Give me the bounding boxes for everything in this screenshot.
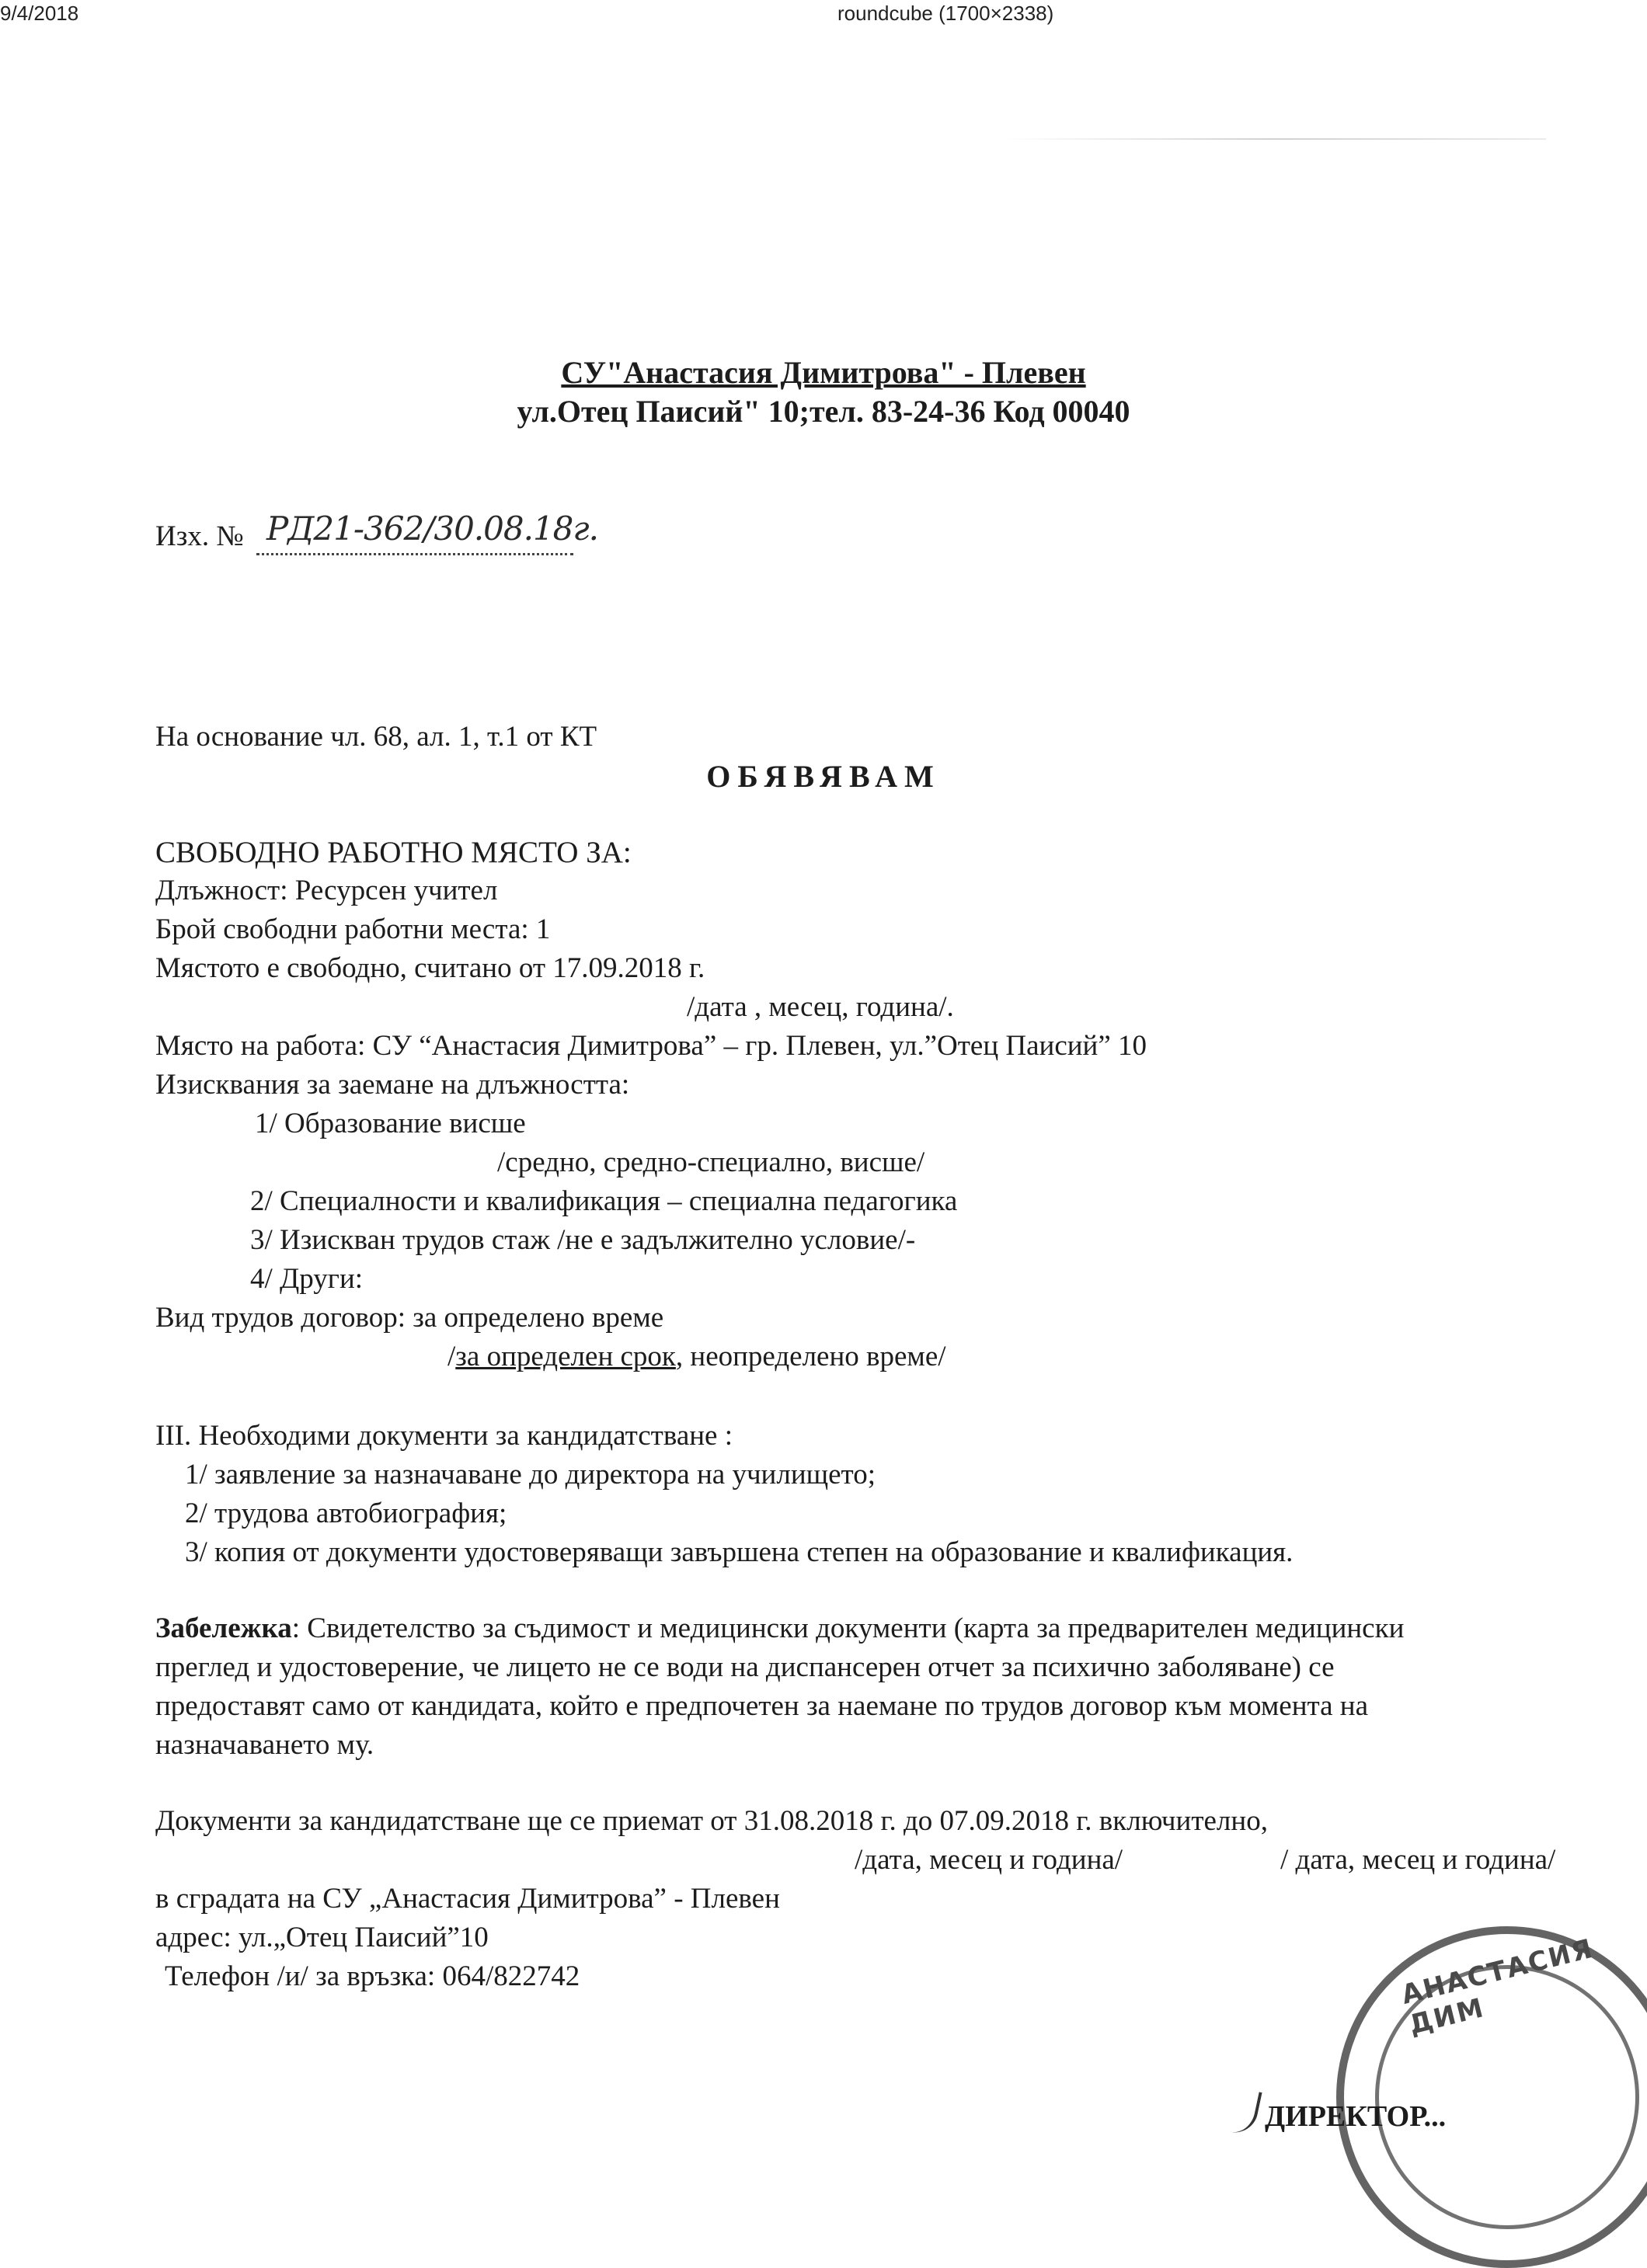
other-requirement: 4/ Други: xyxy=(250,1263,364,1295)
workplace: Място на работа: СУ “Анастасия Димитрова” – гр. Плевен, ул.”Отец Паисий” 10 xyxy=(155,1030,1147,1062)
stamp-text: АНАСТАСИЯ ДИМ xyxy=(1398,1932,1597,2041)
contract-hint-suffix: , неопределено време/ xyxy=(675,1341,946,1372)
reference-label: Изх. № xyxy=(155,520,244,552)
note-line-2: преглед и удостоверение, че лицето не се води на диспансерен отчет за психично заболяване) се xyxy=(155,1651,1335,1683)
note-line-4: назначаването му. xyxy=(155,1729,374,1761)
specialty-requirement: 2/ Специалности и квалификация – специална педагогика xyxy=(250,1185,958,1217)
submission-address: адрес: ул.„Отец Паисий”10 xyxy=(155,1922,489,1953)
print-date: 9/4/2018 xyxy=(0,2,79,25)
contract-hint-underlined: за определен срок xyxy=(455,1341,676,1372)
school-stamp xyxy=(1336,1926,1647,2268)
position-heading: СВОБОДНО РАБОТНО МЯСТО ЗА: xyxy=(155,836,632,869)
experience-requirement: 3/ Изискван трудов стаж /не е задължително условие/- xyxy=(250,1224,916,1256)
contract-hint xyxy=(447,1342,946,1371)
position-count: Брой свободни работни места: 1 xyxy=(155,913,551,945)
requirements-heading: Изисквания за заемане на длъжността: xyxy=(155,1069,630,1101)
contact-phone: Телефон /и/ за връзка: 064/822742 xyxy=(165,1960,580,1992)
reference-dotted-line xyxy=(256,553,573,555)
submission-building: в сградата на СУ „Анастасия Димитрова” - Плевен xyxy=(155,1883,780,1915)
submission-from-hint: /дата, месец и година/ xyxy=(855,1844,1123,1876)
contract-hint-prefix: / xyxy=(447,1341,456,1372)
legal-basis: На основание чл. 68, ал. 1, т.1 от КТ xyxy=(155,721,597,753)
school-name: СУ"Анастасия Димитрова" - Плевен xyxy=(561,355,1086,390)
handwritten-signature-mark xyxy=(1227,2087,1262,2137)
print-title: roundcube (1700×2338) xyxy=(837,2,1054,25)
position-title: Длъжност: Ресурсен учител xyxy=(155,875,498,906)
education-hint: /средно, средно-специално, висше/ xyxy=(497,1146,925,1178)
note-text-1: : Свидетелство за съдимост и медицински документи (карта за предварителен медицински xyxy=(291,1612,1405,1644)
note-line-1 xyxy=(155,1614,1404,1643)
document-item-1: 1/ заявление за назначаване до директора на училището; xyxy=(185,1459,876,1491)
school-address: ул.Отец Паисий" 10;тел. 83-24-36 Код 00040 xyxy=(517,394,1130,429)
director-signature-label: ДИРЕКТОР... xyxy=(1265,2100,1447,2133)
document-item-2: 2/ трудова автобиография; xyxy=(185,1498,507,1529)
reference-number-handwritten: РД21-362/30.08.18г. xyxy=(266,510,598,548)
note-label: Забележка xyxy=(155,1612,292,1644)
free-from-hint: /дата , месец, година/. xyxy=(687,991,954,1023)
document-item-3: 3/ копия от документи удостоверяващи завършена степен на образование и квалификация. xyxy=(185,1536,1294,1568)
education-requirement: 1/ Образование висше xyxy=(255,1108,526,1139)
documents-heading: III. Необходими документи за кандидатстване : xyxy=(155,1420,733,1452)
position-free-from: Мястото е свободно, считано от 17.09.2018 г. xyxy=(155,952,705,984)
note-line-3: предоставят само от кандидата, който е предпочетен за наемане по трудов договор към момента на xyxy=(155,1690,1369,1722)
contract-type: Вид трудов договор: за определено време xyxy=(155,1302,664,1334)
submission-to-hint: / дата, месец и година/ xyxy=(1280,1844,1556,1876)
announce-heading: ОБЯВЯВАМ xyxy=(706,759,941,794)
submission-period: Документи за кандидатстване ще се приемат от 31.08.2018 г. до 07.09.2018 г. включително, xyxy=(155,1805,1268,1837)
